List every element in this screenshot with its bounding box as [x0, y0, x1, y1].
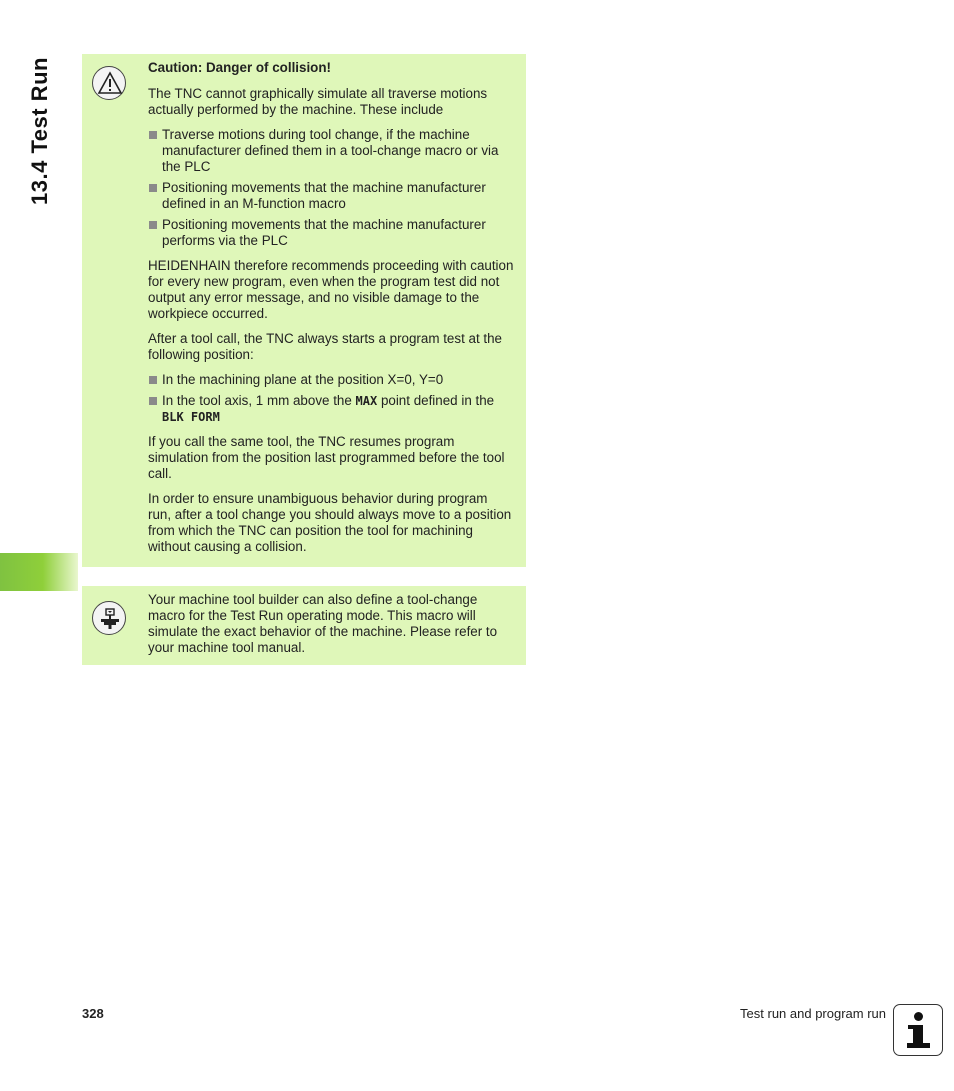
- same-tool-paragraph: If you call the same tool, the TNC resumes program simulation from the position last programmed before the tool call.: [148, 434, 505, 481]
- warning-triangle-icon: [92, 66, 126, 100]
- caution-intro: The TNC cannot graphically simulate all traverse motions actually performed by the machine. These include: [148, 86, 488, 117]
- chapter-footer-title: Test run and program run: [740, 1006, 886, 1021]
- page-number: 328: [82, 1006, 104, 1021]
- start-position-list: [148, 372, 514, 425]
- position-text-middle: point defined in the: [377, 393, 495, 408]
- caution-note: [82, 54, 526, 567]
- info-icon[interactable]: [893, 1004, 943, 1056]
- code-blk-form: BLK FORM: [162, 410, 220, 424]
- machine-tool-icon: [92, 601, 126, 635]
- list-item: Positioning movements that the machine manufacturer performs via the PLC: [148, 217, 514, 249]
- chapter-title: 13.4 Test Run: [27, 57, 52, 205]
- caution-heading: Caution: Danger of collision!: [148, 60, 332, 75]
- traverse-motions-list: [148, 127, 514, 249]
- machine-info-body: [148, 592, 514, 665]
- start-position-intro: After a tool call, the TNC always starts a program test at the following position:: [148, 331, 503, 362]
- ensure-paragraph: In order to ensure unambiguous behavior during program run, after a tool change you should always move to a position from which the TNC can position the tool for machining without causing a collision.: [148, 491, 512, 554]
- caution-note-body: [148, 60, 514, 564]
- position-text-before: In the tool axis, 1 mm above the: [162, 393, 356, 408]
- code-max: MAX: [355, 394, 378, 408]
- info-icon-dot: [914, 1012, 923, 1021]
- info-icon-foot: [907, 1043, 930, 1048]
- list-item: [148, 393, 514, 425]
- chapter-tab-marker: [0, 553, 78, 591]
- chapter-side-title: [22, 52, 62, 212]
- list-item: Traverse motions during tool change, if the machine manufacturer defined them in a tool-change macro or via the PLC: [148, 127, 514, 175]
- list-item: Positioning movements that the machine manufacturer defined in an M-function macro: [148, 180, 514, 212]
- machine-info-note: [82, 586, 526, 665]
- list-item: In the machining plane at the position X=0, Y=0: [148, 372, 514, 388]
- recommendation-paragraph: HEIDENHAIN therefore recommends proceeding with caution for every new program, even when the program test did not output any error message, and no visible damage to the workpiece occurred.: [148, 258, 514, 321]
- machine-info-text: Your machine tool builder can also define a tool-change macro for the Test Run operating mode. This macro will simulate the exact behavior of the machine. Please refer to your machine tool manual.: [148, 592, 498, 655]
